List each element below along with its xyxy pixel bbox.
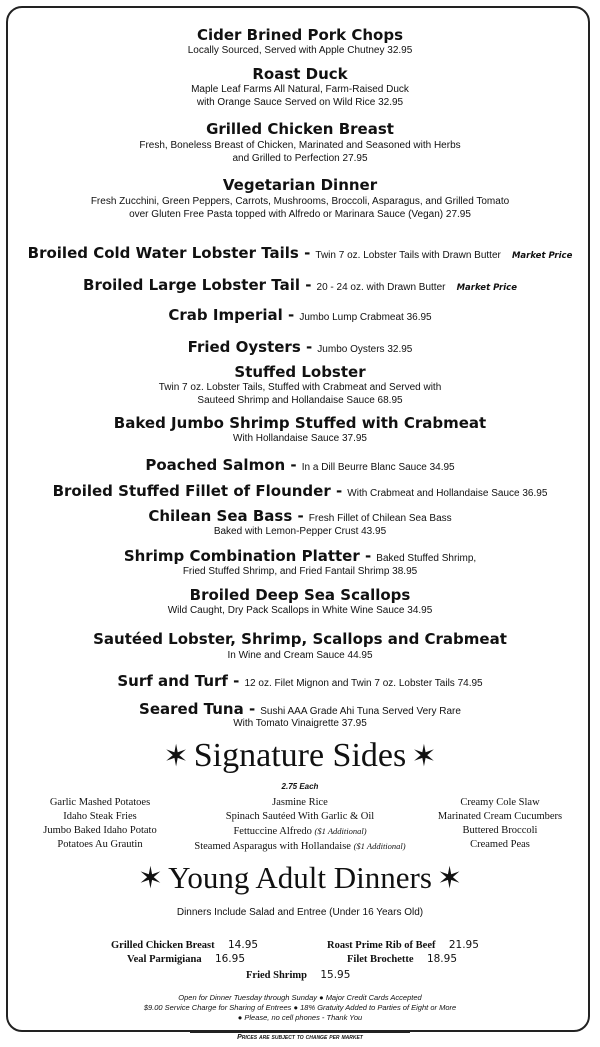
seafood-name: Fried Oysters - (187, 338, 313, 356)
seafood-name: Broiled Large Lobster Tail - (83, 276, 312, 294)
seafood-name: Broiled Stuffed Fillet of Flounder - (52, 482, 343, 500)
seafood-description: Twin 7 oz. Lobster Tails, Stuffed with Crabmeat and Served with (158, 382, 442, 393)
star-icon: ✶ (163, 739, 189, 774)
star-icon: ✶ (137, 861, 163, 896)
seafood-name: Surf and Turf - (117, 672, 240, 690)
seafood-description: With Hollandaise Sauce 37.95 (233, 433, 367, 444)
sides-price: 2.75 Each (281, 782, 319, 791)
seafood-item (0, 506, 600, 526)
young-subtitle: Dinners Include Salad and Entree (Under 16 Years Old) (176, 907, 424, 918)
side-item: Creamy Cole Slaw (460, 797, 540, 808)
seafood-description: With Crabmeat and Hollandaise Sauce 36.95 (347, 488, 548, 499)
side-item: Garlic Mashed Potatoes (49, 797, 151, 808)
side-note: ($1 Additional) (314, 826, 367, 836)
sides-title: Signature Sides (193, 737, 407, 774)
price-disclaimer: Prices are subject to change per market (237, 1034, 363, 1041)
seafood-name: Broiled Cold Water Lobster Tails - (27, 244, 311, 262)
entree-name: Grilled Chicken Breast (206, 120, 394, 138)
seafood-name: Stuffed Lobster (234, 363, 366, 381)
market-price: Market Price (511, 251, 573, 261)
side-item: Spinach Sautéed With Garlic & Oil (225, 811, 375, 822)
seafood-description: Fried Stuffed Shrimp, and Fried Fantail Shrimp 38.95 (182, 566, 418, 577)
seafood-description: Sauteed Shrimp and Hollandaise Sauce 68.95 (197, 395, 403, 406)
footer-line: Open for Dinner Tuesday through Sunday ● Major Credit Cards Accepted (178, 993, 422, 1002)
seafood-description: In a Dill Beurre Blanc Sauce 34.95 (301, 462, 455, 473)
seafood-name: Poached Salmon - (145, 456, 297, 474)
sides-column-right (425, 796, 575, 852)
young-item: Veal Parmigiana 16.95 (127, 953, 245, 965)
seafood-description: With Tomato Vinaigrette 37.95 (233, 718, 367, 729)
side-item: Creamed Peas (470, 839, 530, 850)
entree-description: Maple Leaf Farms All Natural, Farm-Raised Duck (191, 84, 409, 95)
seafood-item (0, 546, 600, 566)
seafood-description: 12 oz. Filet Mignon and Twin 7 oz. Lobster Tails 74.95 (244, 678, 483, 689)
seafood-description: Twin 7 oz. Lobster Tails with Drawn Butter (315, 250, 501, 261)
seafood-description: Sushi AAA Grade Ahi Tuna Served Very Rare (260, 706, 461, 717)
sides-heading (0, 737, 600, 775)
seafood-name: Baked Jumbo Shrimp Stuffed with Crabmeat (113, 414, 487, 432)
seafood-name: Crab Imperial - (168, 306, 295, 324)
entree-description: with Orange Sauce Served on Wild Rice 32.95 (196, 97, 404, 108)
seafood-name: Chilean Sea Bass - (148, 507, 304, 525)
seafood-item (0, 243, 600, 263)
young-item: Filet Brochette 18.95 (347, 953, 457, 965)
side-item: Fettuccine Alfredo ($1 Additional) (233, 826, 367, 837)
seafood-item (0, 699, 600, 719)
entree-name: Cider Brined Pork Chops (196, 26, 403, 44)
young-title: Young Adult Dinners (168, 860, 432, 895)
seafood-name: Broiled Deep Sea Scallops (189, 586, 411, 604)
seafood-description: In Wine and Cream Sauce 44.95 (227, 650, 373, 661)
seafood-item (0, 455, 600, 475)
young-heading (0, 860, 600, 896)
sides-column-middle (165, 796, 435, 854)
side-item: Jumbo Baked Idaho Potato (43, 825, 157, 836)
entree-description: over Gluten Free Pasta topped with Alfredo or Marinara Sauce (Vegan) 27.95 (129, 209, 471, 220)
young-item: Grilled Chicken Breast 14.95 (111, 939, 259, 951)
side-item: Potatoes Au Grautin (57, 839, 143, 850)
seafood-item (0, 671, 600, 691)
seafood-item (0, 305, 600, 325)
seafood-description: Baked with Lemon-Pepper Crust 43.95 (213, 526, 387, 537)
seafood-description: Baked Stuffed Shrimp, (376, 553, 477, 564)
entree-description: Fresh Zucchini, Green Peppers, Carrots, Mushrooms, Broccoli, Asparagus, and Grilled Tomato (90, 196, 510, 207)
seafood-item (0, 275, 600, 295)
seafood-description: Wild Caught, Dry Pack Scallops in White Wine Sauce 34.95 (167, 605, 433, 616)
side-item: Jasmine Rice (272, 797, 328, 808)
sides-column-left (30, 796, 170, 852)
entree-name: Roast Duck (252, 65, 348, 83)
seafood-description: Jumbo Lump Crabmeat 36.95 (299, 312, 432, 323)
seafood-description: 20 - 24 oz. with Drawn Butter (316, 282, 446, 293)
side-item: Marinated Cream Cucumbers (437, 811, 563, 822)
young-item: Roast Prime Rib of Beef 21.95 (327, 939, 479, 951)
side-note: ($1 Additional) (353, 841, 406, 851)
seafood-item (0, 337, 600, 357)
seafood-item (0, 481, 600, 501)
entree-description: and Grilled to Perfection 27.95 (232, 153, 368, 164)
side-item: Buttered Broccoli (462, 825, 538, 836)
star-icon: ✶ (437, 861, 463, 896)
entree-description: Fresh, Boneless Breast of Chicken, Marinated and Seasoned with Herbs (139, 140, 461, 151)
footer-line: ● Please, no cell phones - Thank You (237, 1013, 363, 1022)
entree-name: Vegetarian Dinner (222, 176, 378, 194)
seafood-description: Fresh Fillet of Chilean Sea Bass (308, 513, 452, 524)
star-icon: ✶ (411, 739, 437, 774)
seafood-description: Jumbo Oysters 32.95 (317, 344, 413, 355)
side-item: Steamed Asparagus with Hollandaise ($1 Additional) (194, 841, 406, 852)
market-price: Market Price (456, 283, 517, 293)
side-item: Idaho Steak Fries (63, 811, 137, 822)
entree-description: Locally Sourced, Served with Apple Chutney 32.95 (187, 45, 413, 56)
young-item: Fried Shrimp 15.95 (246, 969, 351, 981)
seafood-name: Shrimp Combination Platter - (123, 547, 372, 565)
seafood-name: Sautéed Lobster, Shrimp, Scallops and Crabmeat (93, 630, 507, 648)
footer-line: $9.00 Service Charge for Sharing of Entrees ● 18% Gratuity Added to Parties of Eight or More (143, 1003, 457, 1012)
seafood-name: Seared Tuna - (139, 700, 256, 718)
